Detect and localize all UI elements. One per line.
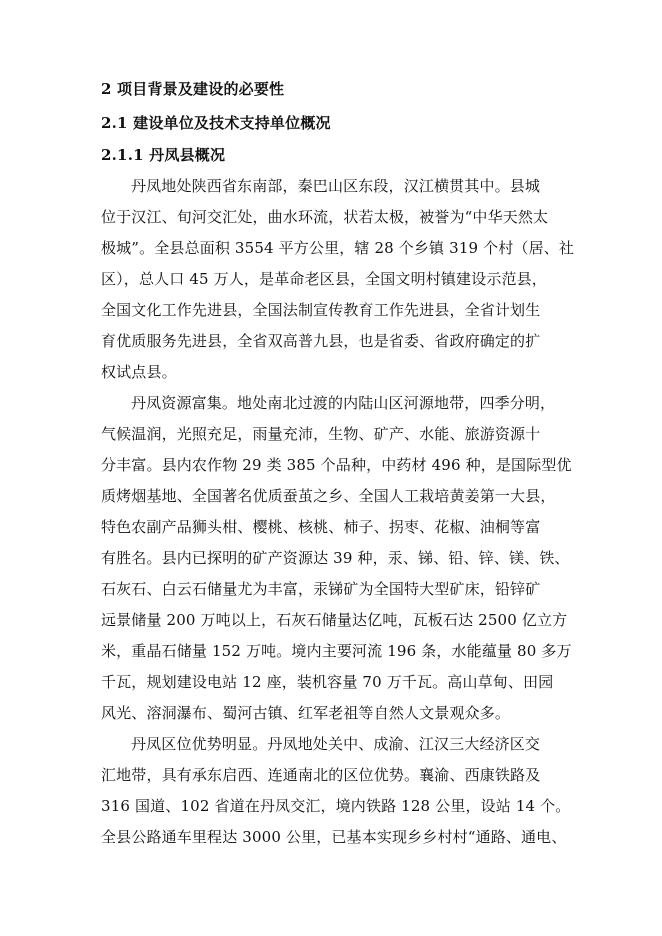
paragraph-line: 全国文化工作先进县，全国法制宣传教育工作先进县，全省计划生	[101, 301, 541, 319]
paragraph-line: 有胜名。县内已探明的矿产资源达 39 种，汞、锑、铅、锌、镁、铁、	[101, 549, 570, 567]
paragraph-line: 丹凤地处陕西省东南部，秦巴山区东段，汉江横贯其中。县城	[131, 177, 541, 195]
paragraph-line: 风光、溶洞瀑布、蜀河古镇、红军老祖等自然人文景观众多。	[101, 704, 511, 722]
paragraph-line: 气候温润，光照充足，雨量充沛，生物、矿产、水能、旅游资源十	[101, 425, 541, 443]
paragraph-line: 育优质服务先进县，全省双高普九县，也是省委、省政府确定的扩	[101, 332, 541, 350]
paragraph-line: 丹凤区位优势明显。丹凤地处关中、成渝、江汉三大经济区交	[131, 735, 541, 753]
paragraph-line: 石灰石、白云石储量尤为丰富，汞锑矿为全国特大型矿床，铅锌矿	[101, 580, 541, 598]
paragraph-line: 极城”。全县总面积 3554 平方公里，辖 28 个乡镇 319 个村（居、社	[101, 239, 575, 257]
paragraph-line: 远景储量 200 万吨以上，石灰石储量达亿吨，瓦板石达 2500 亿立方	[101, 611, 568, 629]
paragraph-line: 全县公路通车里程达 3000 公里，已基本实现乡乡村村“通路、通电、	[101, 828, 567, 846]
paragraph-line: 区），总人口 45 万人，是革命老区县，全国文明村镇建设示范县，	[101, 270, 547, 288]
paragraph-line: 汇地带，具有承东启西、连通南北的区位优势。襄渝、西康铁路及	[101, 766, 541, 784]
paragraph-line: 质烤烟基地、全国著名优质蚕茧之乡、全国人工栽培黄姜第一大县，	[101, 487, 556, 505]
paragraph-line: 特色农副产品狮头柑、樱桃、核桃、柿子、拐枣、花椒、油桐等富	[101, 518, 541, 536]
section-heading-2: 2.1 建设单位及技术支持单位概况	[101, 114, 331, 132]
section-heading-3: 2.1.1 丹凤县概况	[101, 146, 226, 164]
paragraph-line: 位于汉江、旬河交汇处，曲水环流，状若太极，被誉为“中华天然太	[101, 208, 549, 226]
paragraph-line: 分丰富。县内农作物 29 类 385 个品种，中药材 496 种，是国际型优	[101, 456, 572, 474]
section-heading-1: 2 项目背景及建设的必要性	[101, 80, 285, 98]
paragraph-line: 权试点县。	[101, 363, 177, 381]
paragraph-line: 千瓦，规划建设电站 12 座，装机容量 70 万千瓦。高山草甸、田园	[101, 673, 554, 691]
paragraph-line: 米，重晶石储量 152 万吨。境内主要河流 196 条，水能蕴量 80 多万	[101, 642, 572, 660]
paragraph-line: 丹凤资源富集。地处南北过渡的内陆山区河源地带，四季分明，	[131, 394, 556, 412]
paragraph-line: 316 国道、102 省道在丹凤交汇，境内铁路 128 公里，设站 14 个。	[101, 797, 571, 815]
